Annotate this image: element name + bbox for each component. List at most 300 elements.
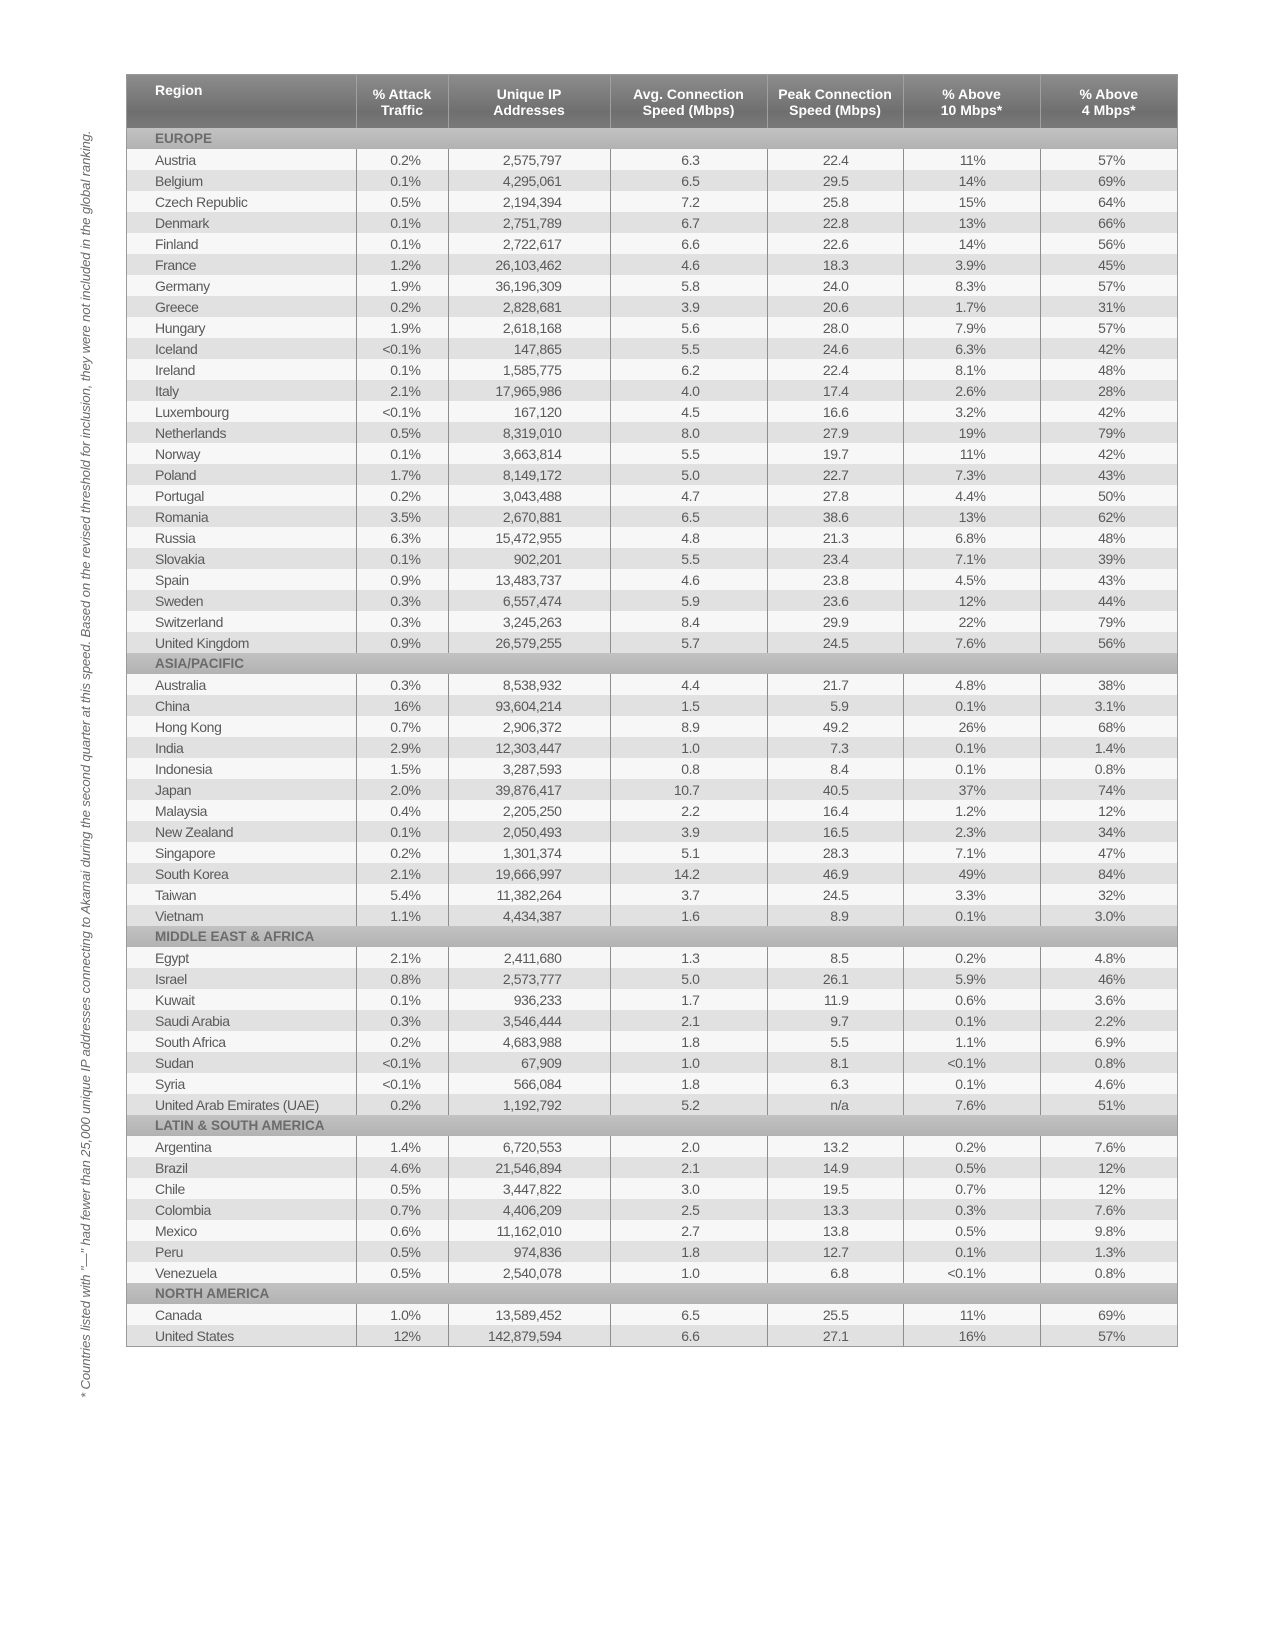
cell-unique-ips: 26,103,462 <box>448 254 610 275</box>
cell-attack-traffic: 0.2% <box>356 485 448 506</box>
cell-above-10mbps: 22% <box>903 611 1040 632</box>
cell-avg-speed: 6.5 <box>610 170 767 191</box>
cell-unique-ips: 974,836 <box>448 1241 610 1262</box>
cell-avg-speed: 2.2 <box>610 800 767 821</box>
table-row <box>127 359 1177 380</box>
cell-above-4mbps: 43% <box>1040 569 1177 590</box>
cell-region: Saudi Arabia <box>127 1010 356 1031</box>
cell-above-10mbps: 4.4% <box>903 485 1040 506</box>
cell-peak-speed: 5.9 <box>767 695 903 716</box>
cell-attack-traffic: 1.0% <box>356 1304 448 1325</box>
cell-avg-speed: 1.0 <box>610 1262 767 1283</box>
cell-above-4mbps: 57% <box>1040 149 1177 170</box>
connectivity-table <box>126 74 1178 1347</box>
column-header-above-4mbps <box>1040 75 1177 128</box>
cell-above-4mbps: 2.2% <box>1040 1010 1177 1031</box>
section-header-row <box>127 653 1177 674</box>
cell-peak-speed: 13.8 <box>767 1220 903 1241</box>
cell-avg-speed: 6.6 <box>610 233 767 254</box>
cell-attack-traffic: 0.1% <box>356 170 448 191</box>
cell-region: Hungary <box>127 317 356 338</box>
column-header-line: Avg. Connection <box>633 85 744 102</box>
cell-above-10mbps: 49% <box>903 863 1040 884</box>
cell-above-10mbps: 0.1% <box>903 758 1040 779</box>
table-row <box>127 1304 1177 1325</box>
cell-attack-traffic: 0.6% <box>356 1220 448 1241</box>
cell-above-10mbps: 15% <box>903 191 1040 212</box>
table-row <box>127 884 1177 905</box>
cell-attack-traffic: 0.3% <box>356 611 448 632</box>
cell-unique-ips: 11,162,010 <box>448 1220 610 1241</box>
cell-attack-traffic: 0.5% <box>356 1178 448 1199</box>
cell-unique-ips: 3,546,444 <box>448 1010 610 1031</box>
cell-attack-traffic: 6.3% <box>356 527 448 548</box>
cell-above-4mbps: 38% <box>1040 674 1177 695</box>
cell-region: Switzerland <box>127 611 356 632</box>
cell-avg-speed: 3.9 <box>610 296 767 317</box>
cell-unique-ips: 2,411,680 <box>448 947 610 968</box>
cell-avg-speed: 2.5 <box>610 1199 767 1220</box>
cell-region: South Korea <box>127 863 356 884</box>
cell-attack-traffic: 1.4% <box>356 1136 448 1157</box>
table-row <box>127 212 1177 233</box>
cell-above-4mbps: 79% <box>1040 422 1177 443</box>
cell-avg-speed: 5.7 <box>610 632 767 653</box>
cell-above-10mbps: 0.3% <box>903 1199 1040 1220</box>
cell-unique-ips: 142,879,594 <box>448 1325 610 1346</box>
section-header-row <box>127 1115 1177 1136</box>
cell-unique-ips: 2,618,168 <box>448 317 610 338</box>
cell-region: Mexico <box>127 1220 356 1241</box>
cell-avg-speed: 3.7 <box>610 884 767 905</box>
table-row <box>127 317 1177 338</box>
cell-unique-ips: 4,434,387 <box>448 905 610 926</box>
cell-above-10mbps: 11% <box>903 443 1040 464</box>
cell-avg-speed: 2.1 <box>610 1010 767 1031</box>
cell-above-4mbps: 3.6% <box>1040 989 1177 1010</box>
table-row <box>127 1031 1177 1052</box>
column-header-line: Addresses <box>493 101 565 118</box>
column-header-above-10mbps <box>903 75 1040 128</box>
cell-avg-speed: 4.4 <box>610 674 767 695</box>
cell-above-10mbps: 4.5% <box>903 569 1040 590</box>
cell-above-10mbps: 11% <box>903 149 1040 170</box>
cell-peak-speed: 21.7 <box>767 674 903 695</box>
table-row <box>127 1199 1177 1220</box>
table-row <box>127 569 1177 590</box>
table-row <box>127 1157 1177 1178</box>
cell-region: Sweden <box>127 590 356 611</box>
cell-peak-speed: 8.9 <box>767 905 903 926</box>
table-header-row <box>127 75 1177 128</box>
cell-attack-traffic: 2.1% <box>356 380 448 401</box>
cell-unique-ips: 12,303,447 <box>448 737 610 758</box>
cell-unique-ips: 3,447,822 <box>448 1178 610 1199</box>
cell-above-4mbps: 0.8% <box>1040 758 1177 779</box>
cell-above-10mbps: <0.1% <box>903 1052 1040 1073</box>
cell-above-10mbps: 26% <box>903 716 1040 737</box>
table-row <box>127 1241 1177 1262</box>
cell-above-4mbps: 28% <box>1040 380 1177 401</box>
cell-above-10mbps: 13% <box>903 212 1040 233</box>
cell-avg-speed: 1.0 <box>610 737 767 758</box>
table-row <box>127 527 1177 548</box>
cell-above-4mbps: 69% <box>1040 1304 1177 1325</box>
cell-peak-speed: 27.9 <box>767 422 903 443</box>
cell-above-10mbps: 5.9% <box>903 968 1040 989</box>
cell-above-10mbps: 0.5% <box>903 1220 1040 1241</box>
cell-unique-ips: 2,573,777 <box>448 968 610 989</box>
cell-attack-traffic: <0.1% <box>356 401 448 422</box>
cell-region: Egypt <box>127 947 356 968</box>
cell-unique-ips: 902,201 <box>448 548 610 569</box>
cell-avg-speed: 4.8 <box>610 527 767 548</box>
cell-avg-speed: 4.0 <box>610 380 767 401</box>
table-row <box>127 779 1177 800</box>
cell-unique-ips: 93,604,214 <box>448 695 610 716</box>
table-row <box>127 233 1177 254</box>
cell-region: Sudan <box>127 1052 356 1073</box>
cell-above-10mbps: 0.1% <box>903 1073 1040 1094</box>
footnote: * Countries listed with "—" had fewer than 25,000 unique IP addresses connecting to Akamai during the second quarter at this speed. Based on the revised threshold for inclusion, they were not included in the global ranking. <box>78 130 93 1398</box>
cell-peak-speed: 23.6 <box>767 590 903 611</box>
table-row <box>127 191 1177 212</box>
cell-attack-traffic: 0.1% <box>356 821 448 842</box>
cell-avg-speed: 5.5 <box>610 548 767 569</box>
cell-above-10mbps: 7.3% <box>903 464 1040 485</box>
cell-avg-speed: 6.7 <box>610 212 767 233</box>
table-row <box>127 422 1177 443</box>
cell-peak-speed: 19.7 <box>767 443 903 464</box>
cell-above-4mbps: 50% <box>1040 485 1177 506</box>
cell-region: Iceland <box>127 338 356 359</box>
cell-unique-ips: 4,406,209 <box>448 1199 610 1220</box>
column-header-line: 4 Mbps* <box>1081 101 1136 118</box>
cell-avg-speed: 1.7 <box>610 989 767 1010</box>
cell-avg-speed: 1.3 <box>610 947 767 968</box>
cell-unique-ips: 2,722,617 <box>448 233 610 254</box>
cell-avg-speed: 5.9 <box>610 590 767 611</box>
cell-unique-ips: 67,909 <box>448 1052 610 1073</box>
cell-attack-traffic: 0.2% <box>356 842 448 863</box>
cell-above-4mbps: 79% <box>1040 611 1177 632</box>
cell-avg-speed: 5.8 <box>610 275 767 296</box>
cell-unique-ips: 15,472,955 <box>448 527 610 548</box>
cell-peak-speed: 8.4 <box>767 758 903 779</box>
cell-unique-ips: 3,043,488 <box>448 485 610 506</box>
cell-peak-speed: 11.9 <box>767 989 903 1010</box>
cell-peak-speed: 22.4 <box>767 149 903 170</box>
cell-above-10mbps: 12% <box>903 590 1040 611</box>
cell-attack-traffic: 2.9% <box>356 737 448 758</box>
cell-above-4mbps: 7.6% <box>1040 1199 1177 1220</box>
cell-avg-speed: 4.6 <box>610 254 767 275</box>
cell-above-4mbps: 32% <box>1040 884 1177 905</box>
cell-peak-speed: 8.1 <box>767 1052 903 1073</box>
table-row <box>127 1094 1177 1115</box>
cell-peak-speed: 24.5 <box>767 632 903 653</box>
cell-region: Chile <box>127 1178 356 1199</box>
cell-peak-speed: 14.9 <box>767 1157 903 1178</box>
column-header-line: Region <box>155 82 203 98</box>
cell-region: Israel <box>127 968 356 989</box>
cell-above-4mbps: 4.6% <box>1040 1073 1177 1094</box>
cell-peak-speed: 19.5 <box>767 1178 903 1199</box>
cell-peak-speed: 6.3 <box>767 1073 903 1094</box>
cell-attack-traffic: 1.5% <box>356 758 448 779</box>
table-row <box>127 800 1177 821</box>
section-header-row <box>127 1283 1177 1304</box>
cell-peak-speed: 13.3 <box>767 1199 903 1220</box>
cell-above-4mbps: 1.3% <box>1040 1241 1177 1262</box>
cell-above-10mbps: 19% <box>903 422 1040 443</box>
cell-above-10mbps: 14% <box>903 233 1040 254</box>
cell-unique-ips: 2,670,881 <box>448 506 610 527</box>
cell-attack-traffic: 0.1% <box>356 548 448 569</box>
cell-unique-ips: 21,546,894 <box>448 1157 610 1178</box>
table-row <box>127 275 1177 296</box>
table-row <box>127 401 1177 422</box>
cell-region: New Zealand <box>127 821 356 842</box>
cell-above-4mbps: 48% <box>1040 527 1177 548</box>
cell-region: Kuwait <box>127 989 356 1010</box>
cell-region: Austria <box>127 149 356 170</box>
cell-attack-traffic: 0.1% <box>356 443 448 464</box>
cell-above-10mbps: 3.9% <box>903 254 1040 275</box>
table-row <box>127 611 1177 632</box>
table-row <box>127 338 1177 359</box>
cell-unique-ips: 19,666,997 <box>448 863 610 884</box>
cell-region: China <box>127 695 356 716</box>
cell-above-4mbps: 66% <box>1040 212 1177 233</box>
cell-peak-speed: 23.4 <box>767 548 903 569</box>
cell-above-4mbps: 64% <box>1040 191 1177 212</box>
cell-above-4mbps: 42% <box>1040 443 1177 464</box>
cell-avg-speed: 6.6 <box>610 1325 767 1346</box>
cell-above-4mbps: 12% <box>1040 800 1177 821</box>
cell-above-4mbps: 57% <box>1040 275 1177 296</box>
cell-above-10mbps: 37% <box>903 779 1040 800</box>
cell-peak-speed: 27.8 <box>767 485 903 506</box>
cell-region: Vietnam <box>127 905 356 926</box>
cell-above-4mbps: 42% <box>1040 338 1177 359</box>
cell-unique-ips: 26,579,255 <box>448 632 610 653</box>
table-row <box>127 947 1177 968</box>
cell-above-10mbps: <0.1% <box>903 1262 1040 1283</box>
table-row <box>127 695 1177 716</box>
table-row <box>127 842 1177 863</box>
cell-region: United Arab Emirates (UAE) <box>127 1094 356 1115</box>
cell-region: France <box>127 254 356 275</box>
cell-region: Syria <box>127 1073 356 1094</box>
section-title: MIDDLE EAST & AFRICA <box>127 926 1177 947</box>
cell-above-4mbps: 4.8% <box>1040 947 1177 968</box>
cell-attack-traffic: 0.5% <box>356 422 448 443</box>
cell-avg-speed: 2.1 <box>610 1157 767 1178</box>
cell-peak-speed: 28.0 <box>767 317 903 338</box>
cell-attack-traffic: 1.9% <box>356 317 448 338</box>
cell-avg-speed: 1.6 <box>610 905 767 926</box>
cell-region: Indonesia <box>127 758 356 779</box>
cell-peak-speed: 46.9 <box>767 863 903 884</box>
cell-avg-speed: 7.2 <box>610 191 767 212</box>
cell-above-10mbps: 6.3% <box>903 338 1040 359</box>
column-header-line: % Above <box>1079 85 1139 102</box>
cell-region: Argentina <box>127 1136 356 1157</box>
cell-attack-traffic: 0.9% <box>356 632 448 653</box>
column-header-line: 10 Mbps* <box>940 101 1003 118</box>
cell-unique-ips: 8,149,172 <box>448 464 610 485</box>
cell-above-10mbps: 0.1% <box>903 1010 1040 1031</box>
cell-above-10mbps: 6.8% <box>903 527 1040 548</box>
cell-above-4mbps: 6.9% <box>1040 1031 1177 1052</box>
cell-peak-speed: 8.5 <box>767 947 903 968</box>
cell-above-10mbps: 2.3% <box>903 821 1040 842</box>
cell-peak-speed: 22.4 <box>767 359 903 380</box>
cell-avg-speed: 1.8 <box>610 1073 767 1094</box>
section-header-row <box>127 128 1177 149</box>
cell-attack-traffic: 0.4% <box>356 800 448 821</box>
cell-region: Netherlands <box>127 422 356 443</box>
cell-above-4mbps: 57% <box>1040 317 1177 338</box>
cell-peak-speed: 17.4 <box>767 380 903 401</box>
cell-above-4mbps: 9.8% <box>1040 1220 1177 1241</box>
cell-avg-speed: 6.3 <box>610 149 767 170</box>
cell-region: Hong Kong <box>127 716 356 737</box>
cell-attack-traffic: <0.1% <box>356 1073 448 1094</box>
cell-unique-ips: 2,194,394 <box>448 191 610 212</box>
cell-unique-ips: 2,906,372 <box>448 716 610 737</box>
cell-region: Peru <box>127 1241 356 1262</box>
cell-above-10mbps: 7.6% <box>903 632 1040 653</box>
cell-region: Taiwan <box>127 884 356 905</box>
cell-avg-speed: 3.9 <box>610 821 767 842</box>
table-row <box>127 506 1177 527</box>
cell-above-4mbps: 7.6% <box>1040 1136 1177 1157</box>
section-title: ASIA/PACIFIC <box>127 653 1177 674</box>
cell-attack-traffic: 0.3% <box>356 590 448 611</box>
table-row <box>127 1220 1177 1241</box>
cell-unique-ips: 2,575,797 <box>448 149 610 170</box>
cell-attack-traffic: 0.7% <box>356 716 448 737</box>
cell-unique-ips: 566,084 <box>448 1073 610 1094</box>
cell-attack-traffic: <0.1% <box>356 338 448 359</box>
cell-region: Japan <box>127 779 356 800</box>
cell-avg-speed: 5.1 <box>610 842 767 863</box>
cell-peak-speed: 49.2 <box>767 716 903 737</box>
cell-attack-traffic: 5.4% <box>356 884 448 905</box>
table-row <box>127 149 1177 170</box>
table-row <box>127 464 1177 485</box>
cell-avg-speed: 5.5 <box>610 338 767 359</box>
table-row <box>127 716 1177 737</box>
table-row <box>127 1010 1177 1031</box>
cell-avg-speed: 0.8 <box>610 758 767 779</box>
cell-above-10mbps: 3.2% <box>903 401 1040 422</box>
cell-avg-speed: 2.0 <box>610 1136 767 1157</box>
cell-region: Italy <box>127 380 356 401</box>
cell-peak-speed: 25.8 <box>767 191 903 212</box>
cell-above-10mbps: 8.1% <box>903 359 1040 380</box>
cell-region: Germany <box>127 275 356 296</box>
cell-above-4mbps: 1.4% <box>1040 737 1177 758</box>
cell-above-4mbps: 31% <box>1040 296 1177 317</box>
cell-attack-traffic: 0.3% <box>356 1010 448 1031</box>
cell-unique-ips: 3,663,814 <box>448 443 610 464</box>
cell-region: Belgium <box>127 170 356 191</box>
cell-above-4mbps: 39% <box>1040 548 1177 569</box>
cell-avg-speed: 6.2 <box>610 359 767 380</box>
cell-attack-traffic: 2.1% <box>356 863 448 884</box>
column-header-line: Unique IP <box>496 85 562 102</box>
cell-attack-traffic: 2.1% <box>356 947 448 968</box>
cell-attack-traffic: 1.1% <box>356 905 448 926</box>
column-header-attack-traffic <box>356 75 448 128</box>
cell-avg-speed: 14.2 <box>610 863 767 884</box>
cell-unique-ips: 3,287,593 <box>448 758 610 779</box>
cell-peak-speed: 24.5 <box>767 884 903 905</box>
cell-above-10mbps: 7.1% <box>903 842 1040 863</box>
cell-avg-speed: 2.7 <box>610 1220 767 1241</box>
cell-attack-traffic: 0.9% <box>356 569 448 590</box>
cell-attack-traffic: 0.5% <box>356 191 448 212</box>
column-header-unique-ips <box>448 75 610 128</box>
cell-attack-traffic: 0.3% <box>356 674 448 695</box>
table-row <box>127 380 1177 401</box>
section-title: NORTH AMERICA <box>127 1283 1177 1304</box>
column-header-line: Speed (Mbps) <box>789 101 881 118</box>
cell-unique-ips: 1,301,374 <box>448 842 610 863</box>
column-header-line: Peak Connection <box>778 85 892 102</box>
cell-above-10mbps: 0.5% <box>903 1157 1040 1178</box>
cell-avg-speed: 5.0 <box>610 464 767 485</box>
cell-region: Malaysia <box>127 800 356 821</box>
table-row <box>127 170 1177 191</box>
cell-unique-ips: 167,120 <box>448 401 610 422</box>
cell-avg-speed: 5.6 <box>610 317 767 338</box>
cell-unique-ips: 2,540,078 <box>448 1262 610 1283</box>
cell-avg-speed: 5.0 <box>610 968 767 989</box>
cell-above-4mbps: 68% <box>1040 716 1177 737</box>
cell-above-4mbps: 74% <box>1040 779 1177 800</box>
table-row <box>127 989 1177 1010</box>
cell-above-10mbps: 16% <box>903 1325 1040 1346</box>
cell-above-10mbps: 7.6% <box>903 1094 1040 1115</box>
cell-peak-speed: 5.5 <box>767 1031 903 1052</box>
cell-region: India <box>127 737 356 758</box>
cell-region: Finland <box>127 233 356 254</box>
cell-attack-traffic: 0.1% <box>356 212 448 233</box>
cell-avg-speed: 4.5 <box>610 401 767 422</box>
cell-attack-traffic: 0.1% <box>356 359 448 380</box>
cell-above-4mbps: 56% <box>1040 233 1177 254</box>
table-row <box>127 1325 1177 1346</box>
cell-above-4mbps: 62% <box>1040 506 1177 527</box>
cell-peak-speed: 40.5 <box>767 779 903 800</box>
cell-avg-speed: 1.8 <box>610 1031 767 1052</box>
cell-region: Australia <box>127 674 356 695</box>
cell-peak-speed: 22.6 <box>767 233 903 254</box>
cell-region: Greece <box>127 296 356 317</box>
cell-attack-traffic: 4.6% <box>356 1157 448 1178</box>
cell-avg-speed: 8.4 <box>610 611 767 632</box>
table-row <box>127 821 1177 842</box>
cell-attack-traffic: 16% <box>356 695 448 716</box>
cell-attack-traffic: 0.2% <box>356 149 448 170</box>
cell-attack-traffic: 2.0% <box>356 779 448 800</box>
cell-above-10mbps: 3.3% <box>903 884 1040 905</box>
table-row <box>127 485 1177 506</box>
